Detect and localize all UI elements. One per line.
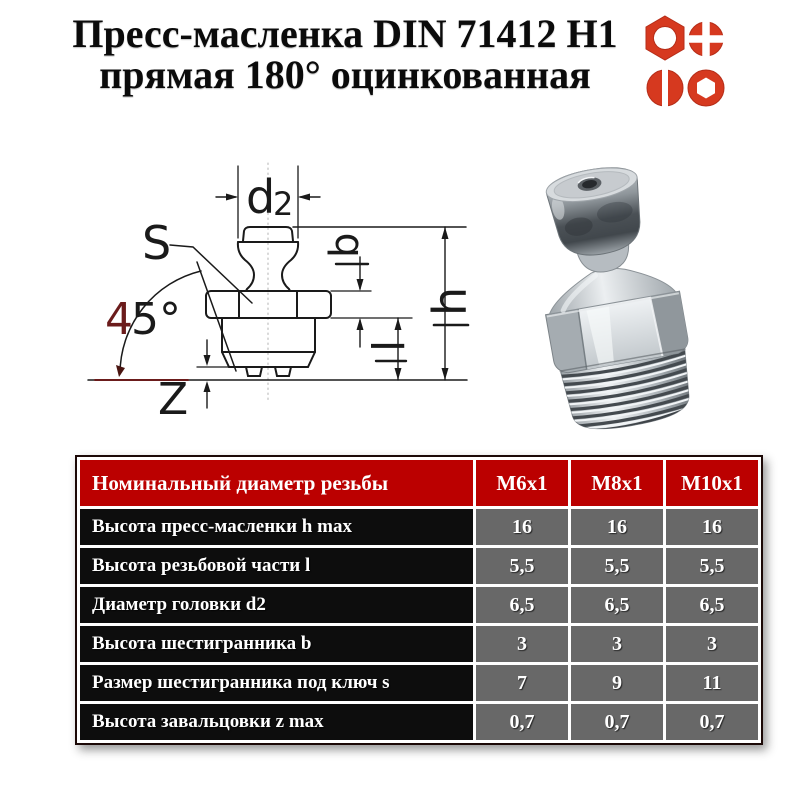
table-row-wrench-size: [80, 665, 758, 701]
phillips-cross-slots: [687, 20, 725, 58]
label-d2-letter: d: [246, 170, 276, 224]
cell-value: 3: [476, 626, 568, 662]
row-label: Размер шестигранника под ключ s: [80, 665, 473, 701]
label-z: Z: [158, 374, 189, 425]
table-header-row: [80, 460, 758, 506]
table-header-col-m8x1: М8х1: [571, 460, 663, 506]
cell-value: 9: [571, 665, 663, 701]
cell-value: 16: [571, 509, 663, 545]
label-l: l: [364, 339, 415, 352]
cell-value: 7: [476, 665, 568, 701]
row-label: Высота завальцовки z max: [80, 704, 473, 740]
cell-value: 16: [476, 509, 568, 545]
spec-table: [75, 455, 763, 745]
table-header-col-m6x1: М6х1: [476, 460, 568, 506]
label-b: b: [322, 232, 368, 258]
title-line-2: прямая 180° оцинкованная: [99, 52, 591, 98]
cell-value: 3: [571, 626, 663, 662]
cell-value: 0,7: [666, 704, 758, 740]
cell-value: 5,5: [666, 548, 758, 584]
page-title: [45, 11, 645, 98]
cell-value: 6,5: [476, 587, 568, 623]
title-line-1: Пресс-масленка DIN 71412 H1: [72, 11, 618, 56]
label-45-rest: 5°: [131, 294, 181, 345]
label-h: h: [423, 286, 477, 316]
row-label: Высота резьбовой части l: [80, 548, 473, 584]
photo-head: [544, 162, 649, 262]
row-label: Высота пресс-масленки h max: [80, 509, 473, 545]
table-row-head-diameter: [80, 587, 758, 623]
table-row-z-max: [80, 704, 758, 740]
product-photo: [500, 150, 780, 440]
cell-value: 0,7: [571, 704, 663, 740]
cell-value: 0,7: [476, 704, 568, 740]
hex-nut-icon: [646, 16, 684, 60]
dim-b: [336, 257, 368, 347]
label-d2-subscript: 2: [273, 185, 294, 223]
row-label: Высота шестигранника b: [80, 626, 473, 662]
cell-value: 6,5: [571, 587, 663, 623]
table-header-label: Номинальный диаметр резьбы: [80, 460, 473, 506]
brand-logo: [642, 12, 730, 108]
label-s: S: [142, 216, 172, 270]
row-label: Диаметр головки d2: [80, 587, 473, 623]
cell-value: 5,5: [476, 548, 568, 584]
table-header-col-m10x1: М10х1: [666, 460, 758, 506]
cell-value: 16: [666, 509, 758, 545]
cell-value: 6,5: [666, 587, 758, 623]
table-row-hex-height: [80, 626, 758, 662]
drawing-labels: [105, 170, 477, 425]
technical-drawing: [60, 150, 480, 430]
label-45-red-digit: 4: [105, 294, 133, 345]
table-row-thread-height: [80, 548, 758, 584]
table-row-h-max: [80, 509, 758, 545]
cell-value: 3: [666, 626, 758, 662]
cell-value: 11: [666, 665, 758, 701]
cell-value: 5,5: [571, 548, 663, 584]
